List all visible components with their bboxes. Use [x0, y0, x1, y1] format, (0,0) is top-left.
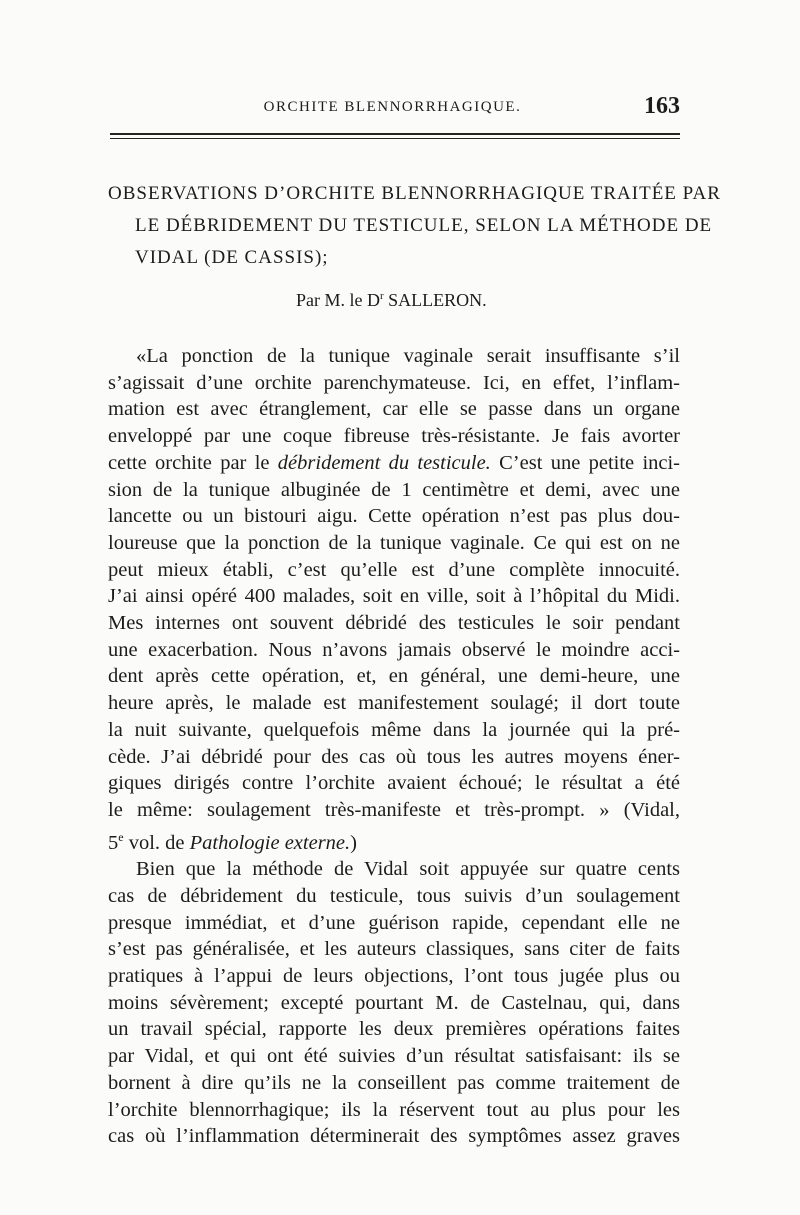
heading-line: LE DÉBRIDEMENT DU TESTICULE, SELON LA MÉTHODE DE: [135, 215, 713, 236]
heading-line: OBSERVATIONS D’ORCHITE BLENNORRHAGIQUE TRAITÉE PAR: [108, 183, 721, 204]
header-rule-bottom: [110, 138, 680, 139]
text-line: une exacerbation. Nous n’avons jamais observé le moindre acci-: [108, 638, 680, 661]
running-title: ORCHITE BLENNORRHAGIQUE.: [263, 99, 522, 115]
author-prefix: Par M. le D: [296, 290, 380, 310]
text-line: pratiques à l’appui de leurs objections, l’ont tous jugée plus ou: [108, 965, 680, 987]
italic-run: Pathologie externe.: [189, 831, 351, 854]
text-line: cas où l’inflammation déterminerait des symptômes assez graves: [108, 1125, 680, 1148]
text-line: heure après, le malade est manifestement soulagé; il dort toute: [108, 692, 680, 715]
article-heading: [108, 178, 721, 274]
text-line: dent après cette opération, et, en général, une demi-heure, une: [108, 665, 680, 688]
text-run: C’est une petite inci-: [499, 451, 681, 474]
text-line: s’agissait d’une orchite parenchymateuse. Ici, en effet, l’inflam-: [108, 371, 680, 394]
text-run: cette orchite par le: [108, 451, 270, 474]
text-line: par Vidal, et qui ont été suivies d’un résultat satisfaisant: ils se: [108, 1045, 680, 1068]
text-line: s’est pas généralisée, et les auteurs classiques, sans citer de faits: [108, 938, 680, 961]
text-line: cas de débridement du testicule, tous suivis d’un soulagement: [108, 884, 680, 907]
text-line: [108, 450, 680, 477]
text-line: mation est avec étranglement, car elle se passe dans un organe: [108, 398, 680, 421]
superscript-run: e: [118, 829, 124, 844]
text-line: J’ai ainsi opéré 400 malades, soit en ville, soit à l’hôpital du Midi.: [108, 585, 680, 608]
text-line: moins sévèrement; excepté pourtant M. de Castelnau, qui, dans: [108, 991, 680, 1014]
text-line: peut mieux établi, c’est qu’elle est d’une complète innocuité.: [108, 558, 680, 581]
text-line: loureuse que la ponction de la tunique vaginale. Ce qui est on ne: [108, 531, 680, 554]
text-line: [108, 824, 680, 857]
text-line: l’orchite blennorrhagique; ils la réservent tout au plus pour les: [108, 1098, 680, 1121]
text-line: «La ponction de la tunique vaginale serait insuffisante s’il: [136, 345, 680, 367]
body-text: [108, 343, 680, 1150]
text-line: un travail spécial, rapporte les deux premières opérations faites: [108, 1018, 680, 1041]
header-rule-top: [110, 133, 680, 135]
text-run: ): [350, 831, 357, 854]
text-line: Mes internes ont souvent débridé des testicules le soir pendant: [108, 612, 680, 635]
text-line: la nuit suivante, quelquefois même dans la journée qui la pré-: [108, 718, 680, 741]
running-head: [105, 93, 680, 121]
text-line: Bien que la méthode de Vidal soit appuyée sur quatre cents: [136, 858, 680, 881]
text-line: giques dirigés contre l’orchite avaient échoué; le résultat a été: [108, 772, 680, 795]
text-run: 5: [108, 831, 119, 854]
author-prefix-sup: r: [380, 290, 384, 302]
author-name: SALLERON.: [388, 290, 487, 310]
text-line: presque immédiat, et d’une guérison rapide, cependant elle ne: [108, 911, 680, 934]
text-line: enveloppé par une coque fibreuse très-résistante. Je fais avorter: [108, 425, 680, 448]
page-number: 163: [644, 93, 680, 119]
text-line: bornent à dire qu’ils ne la conseillent pas comme traitement de: [108, 1071, 680, 1094]
heading-line: VIDAL (DE CASSIS);: [135, 247, 329, 268]
text-line: le même: soulagement très-manifeste et très-prompt. » (Vidal,: [108, 798, 680, 821]
text-line: lancette ou un bistouri aigu. Cette opération n’est pas plus dou-: [108, 505, 680, 528]
text-run: vol. de: [123, 831, 185, 854]
italic-run: débridement du testicule.: [277, 451, 491, 474]
text-line: cède. J’ai débridé pour des cas où tous les autres moyens éner-: [108, 745, 680, 768]
author-line: [296, 290, 487, 311]
text-line: sion de la tunique albuginée de 1 centimètre et demi, avec une: [108, 478, 680, 501]
